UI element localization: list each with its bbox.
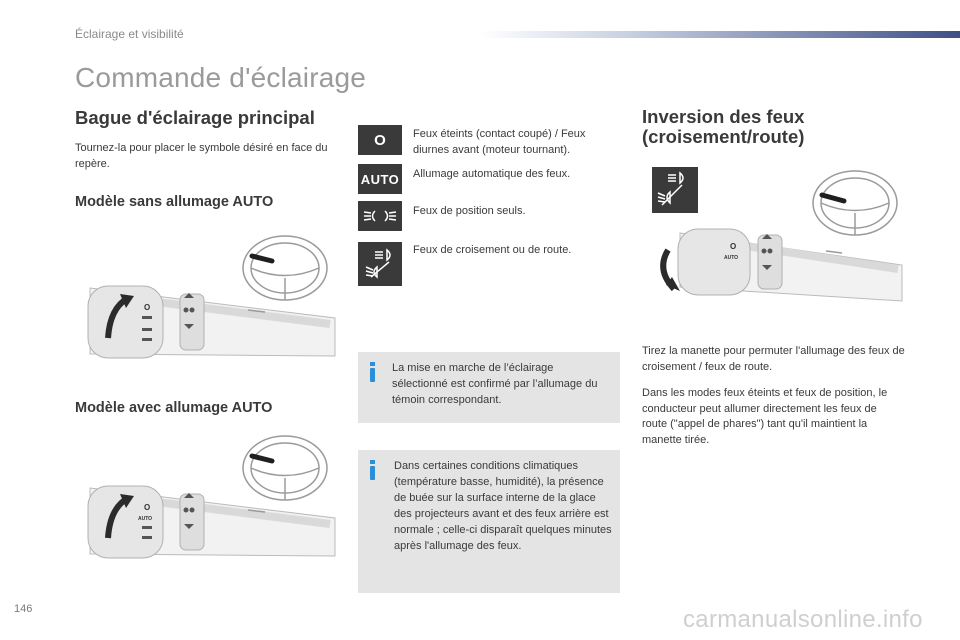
right-section-title: Inversion des feux (croisement/route) [642, 106, 805, 147]
lights-off-icon: O [358, 125, 402, 155]
auto-icon: AUTO [358, 164, 402, 194]
model-without-auto-heading: Modèle sans allumage AUTO [75, 194, 274, 210]
right-section-p2: Dans les modes feux éteints et feux de position, le conducteur peut allumer directement les feux de route ("appel de phares") tant qu'il maintient la manette tirée. [642, 387, 888, 446]
info-box-condensation-text: Dans certaines conditions climatiques (température basse, humidité), la présence de buée sur la surface interne de la glace des projecteurs avant et des feux arrière est normale ; celle-ci disparaît quelques minutes après l'allumage des feux. [394, 460, 612, 552]
model-with-auto-heading: Modèle avec allumage AUTO [75, 400, 273, 416]
header-bar [480, 31, 960, 38]
stalk-off-label: O [144, 503, 151, 512]
main-section-title: Bague d'éclairage principal [75, 107, 315, 128]
mode-auto-text: Allumage automatique des feux. [413, 168, 571, 180]
section-label: Éclairage et visibilité [75, 27, 184, 41]
stalk-illustration-beam-switch [650, 165, 905, 305]
info-icon-bar [370, 368, 375, 382]
page-number: 146 [14, 603, 33, 615]
position-lights-icon [358, 201, 402, 231]
info-box-confirmation-text: La mise en marche de l’éclairage sélectionné est confirmé par l’allumage du témoin correspondant. [392, 362, 598, 406]
info-icon [370, 460, 375, 464]
position-lights-glyph [362, 207, 398, 225]
dipped-main-beam-icon [652, 167, 698, 213]
page-title: Commande d'éclairage [75, 62, 367, 93]
steering-wheel-icon [243, 236, 327, 300]
main-section-intro: Tournez-la pour placer le symbole désiré en face du repère. [75, 142, 328, 170]
stalk-off-label: O [144, 303, 151, 312]
dipped-main-beam-icon [358, 242, 402, 286]
stalk-off-label: O [730, 242, 737, 251]
info-icon [370, 362, 375, 366]
stalk-illustration-auto [80, 428, 338, 570]
mode-beam-text: Feux de croisement ou de route. [413, 244, 572, 256]
steering-wheel-icon [243, 436, 327, 500]
watermark: carmanualsonline.info [683, 606, 923, 633]
info-box-condensation [358, 450, 620, 593]
steering-wheel-icon [813, 171, 897, 235]
mode-position-text: Feux de position seuls. [413, 205, 526, 217]
stalk-auto-label: AUTO [724, 255, 739, 261]
mode-lights-off-text: Feux éteints (contact coupé) / Feux diurnes avant (moteur tournant). [413, 128, 586, 156]
stalk-illustration-no-auto [80, 228, 338, 370]
stalk-auto-label: AUTO [138, 516, 153, 522]
beam-glyph [363, 247, 397, 281]
info-icon-bar [370, 466, 375, 480]
info-box-confirmation [358, 352, 620, 423]
right-section-p1: Tirez la manette pour permuter l'allumage des feux de croisement / feux de route. [642, 345, 905, 373]
